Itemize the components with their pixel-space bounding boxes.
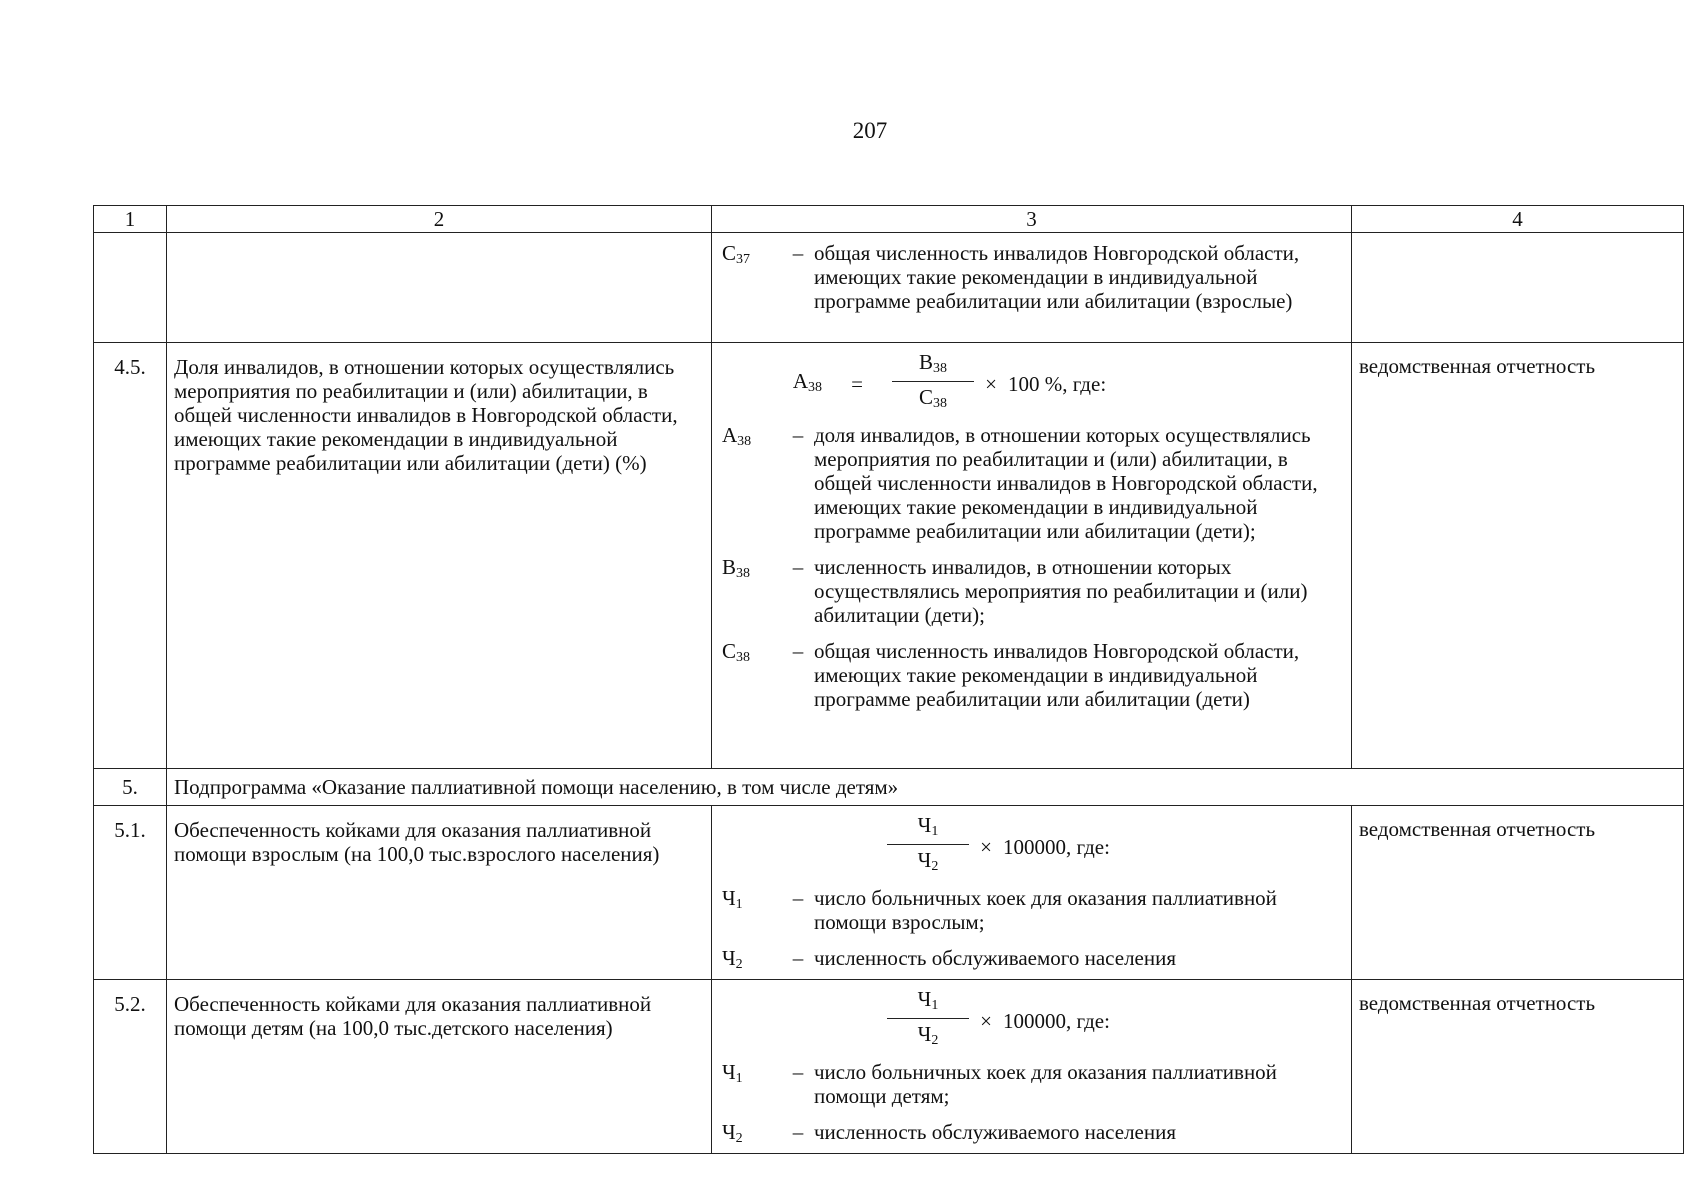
row-number-cell	[94, 233, 167, 343]
variable-description: общая численность инвалидов Новгородской области, имеющих такие рекомендации в индивидуальной программе реабилитации или абилитации (взрослые)	[814, 241, 1300, 313]
row-number: 5.2.	[94, 980, 167, 1154]
method-cell	[712, 806, 1352, 980]
indicator-name: Доля инвалидов, в отношении которых осуществлялись мероприятия по реабилитации и (или) абилитации, в общей численности инвалидов в Новгородской области, имеющих такие рекомендации в индивидуальной программе реабилитации или абилитации (дети) (%)	[167, 343, 712, 769]
variable-description: доля инвалидов, в отношении которых осуществлялись мероприятия по реабилитации и (или) абилитации, в общей численности инвалидов в Новгородской области, имеющих такие рекомендации в индивидуальной программе реабилитации или абилитации (дети);	[814, 423, 1318, 543]
variable-symbol: $Ч_2$	[722, 1120, 743, 1146]
variable-symbol: $A_{38}$	[722, 423, 752, 449]
column-header: 3	[712, 206, 1352, 233]
formula-result: $A_{38}$	[792, 368, 822, 395]
indicator-table	[93, 205, 1684, 1154]
table-header-row	[94, 206, 1684, 233]
numerator: $Ч_1$	[887, 987, 969, 1019]
variable-definition	[722, 555, 1343, 627]
times-sign: ×	[985, 372, 997, 396]
variable-description: число больничных коек для оказания паллиативной помощи взрослым;	[814, 886, 1277, 934]
row-number: 5.1.	[94, 806, 167, 980]
variable-symbol: $C_{38}$	[722, 639, 751, 665]
formula-rest: 100 %, где:	[1008, 372, 1107, 396]
numerator: $Ч_1$	[887, 813, 969, 845]
equals-sign: =	[851, 372, 863, 396]
data-source: ведомственная отчетность	[1352, 806, 1684, 980]
fraction	[887, 987, 969, 1056]
variable-definition	[722, 886, 1343, 934]
variable-definition	[722, 1120, 1343, 1151]
formula	[722, 349, 1343, 415]
fraction	[892, 350, 974, 419]
times-sign: ×	[980, 835, 992, 859]
variable-symbol: $Ч_1$	[722, 1060, 743, 1086]
table-row	[94, 233, 1684, 343]
variable-symbol: $C_{37}$	[722, 241, 751, 267]
variable-definition	[722, 1060, 1343, 1108]
denominator: $Ч_2$	[917, 1021, 939, 1048]
dash: –	[792, 1120, 804, 1144]
fraction	[887, 813, 969, 882]
variable-description: численность обслуживаемого населения	[814, 1120, 1177, 1144]
subprogram-title: Подпрограмма «Оказание паллиативной помощи населению, в том числе детям»	[167, 769, 1684, 806]
variable-symbol: $Ч_2$	[722, 946, 743, 972]
data-source: ведомственная отчетность	[1352, 343, 1684, 769]
formula	[887, 986, 1343, 1052]
dash: –	[792, 886, 804, 910]
variable-symbol: $Ч_1$	[722, 886, 743, 912]
variable-description: общая численность инвалидов Новгородской области, имеющих такие рекомендации в индивидуальной программе реабилитации или абилитации (дети)	[814, 639, 1300, 711]
formula-rest: 100000, где:	[1003, 1009, 1110, 1033]
denominator: $Ч_2$	[917, 847, 939, 874]
column-header: 1	[94, 206, 167, 233]
indicator-name: Обеспеченность койками для оказания паллиативной помощи детям (на 100,0 тыс.детского населения)	[167, 980, 712, 1154]
variable-symbol: $B_{38}$	[722, 555, 751, 581]
dash: –	[792, 555, 804, 579]
table-row	[94, 980, 1684, 1154]
dash: –	[792, 639, 804, 663]
indicator-cell	[167, 233, 712, 343]
table-row	[94, 806, 1684, 980]
variable-definition	[722, 946, 1343, 977]
variable-definition	[722, 241, 1343, 313]
method-cell	[712, 343, 1352, 769]
variable-definition	[722, 423, 1343, 543]
row-number: 5.	[94, 769, 167, 806]
method-cell	[712, 233, 1352, 343]
row-number: 4.5.	[94, 343, 167, 769]
column-header: 4	[1352, 206, 1684, 233]
variable-description: численность обслуживаемого населения	[814, 946, 1177, 970]
dash: –	[792, 423, 804, 447]
method-cell	[712, 980, 1352, 1154]
dash: –	[792, 946, 804, 970]
variable-description: численность инвалидов, в отношении которых осуществлялись мероприятия по реабилитации и (или) абилитации (дети);	[814, 555, 1308, 627]
dash: –	[792, 241, 804, 265]
dash: –	[792, 1060, 804, 1084]
formula	[887, 812, 1343, 878]
times-sign: ×	[980, 1009, 992, 1033]
numerator: $B_{38}$	[892, 350, 974, 382]
source-cell	[1352, 233, 1684, 343]
column-header: 2	[167, 206, 712, 233]
formula-rest: 100000, где:	[1003, 835, 1110, 859]
table-row	[94, 769, 1684, 806]
data-source: ведомственная отчетность	[1352, 980, 1684, 1154]
indicator-name: Обеспеченность койками для оказания паллиативной помощи взрослым (на 100,0 тыс.взрослого населения)	[167, 806, 712, 980]
page-number: 207	[852, 118, 888, 143]
denominator: $C_{38}$	[918, 384, 947, 411]
variable-description: число больничных коек для оказания паллиативной помощи детям;	[814, 1060, 1277, 1108]
table-row	[94, 343, 1684, 769]
variable-definition	[722, 639, 1343, 711]
